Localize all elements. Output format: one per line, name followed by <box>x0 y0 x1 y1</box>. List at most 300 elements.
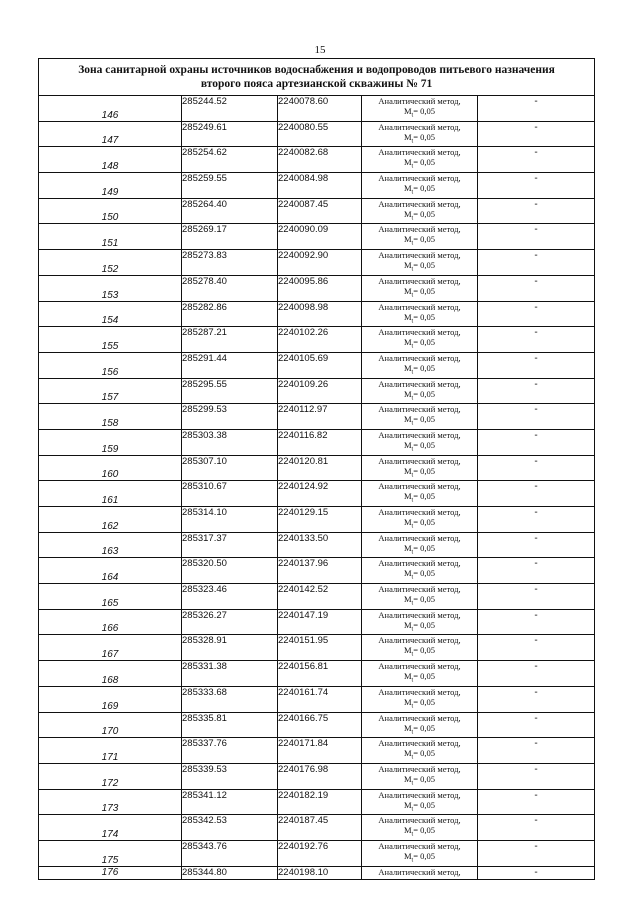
method-cell <box>362 532 478 558</box>
coordinate-y: 2240156.81 <box>278 661 362 687</box>
table-row <box>39 327 595 353</box>
point-number: 155 <box>39 327 182 353</box>
method-cell <box>362 352 478 378</box>
coordinate-x: 285342.53 <box>182 815 278 841</box>
mt-subscript: t <box>411 266 414 273</box>
method-text: Аналитический метод, <box>378 121 461 132</box>
point-number: 152 <box>39 250 182 276</box>
point-number: 175 <box>39 840 182 866</box>
point-number: 173 <box>39 789 182 815</box>
accuracy-formula <box>362 183 477 198</box>
method-text: Аналитический метод, <box>378 558 461 569</box>
mt-value: = 0,05 <box>413 491 436 502</box>
coordinate-y: 2240116.82 <box>278 429 362 455</box>
mt-symbol: M <box>403 260 412 271</box>
table-row <box>39 686 595 712</box>
mt-symbol: M <box>403 183 412 194</box>
mt-symbol: M <box>403 517 412 527</box>
coordinates-table <box>38 58 595 880</box>
coordinate-y: 2240098.98 <box>278 301 362 327</box>
coordinate-y: 2240133.50 <box>278 532 362 558</box>
accuracy-cell: - <box>478 455 595 481</box>
point-number: 157 <box>39 378 182 404</box>
coordinate-x: 285269.17 <box>182 224 278 250</box>
method-text: Аналитический метод, <box>378 455 461 466</box>
accuracy-formula <box>362 543 477 558</box>
table-row <box>39 301 595 327</box>
mt-symbol: M <box>403 311 412 322</box>
accuracy-formula <box>362 851 477 866</box>
coordinate-x: 285254.62 <box>182 147 278 173</box>
method-text: Аналитический метод, <box>378 378 461 389</box>
accuracy-cell: - <box>478 378 595 404</box>
point-number: 167 <box>39 635 182 661</box>
coordinate-x: 285310.67 <box>182 481 278 507</box>
coordinate-x: 285264.40 <box>182 198 278 224</box>
accuracy-cell: - <box>478 609 595 635</box>
method-cell <box>362 507 478 533</box>
mt-value: = 0,05 <box>413 260 436 271</box>
method-text: Аналитический метод, <box>378 686 461 697</box>
coordinate-x: 285303.38 <box>182 429 278 455</box>
method-text: Аналитический метод, <box>378 584 461 595</box>
accuracy-cell: - <box>478 301 595 327</box>
method-text: Аналитический метод, <box>378 275 461 286</box>
page-number: 15 <box>314 44 326 56</box>
method-cell <box>362 429 478 455</box>
coordinate-y: 2240080.55 <box>278 121 362 147</box>
method-cell <box>362 661 478 687</box>
accuracy-formula <box>362 414 477 429</box>
point-number: 165 <box>39 584 182 610</box>
table-row <box>39 507 595 533</box>
coordinate-y: 2240187.45 <box>278 815 362 841</box>
mt-symbol: M <box>403 491 412 502</box>
method-cell <box>362 866 478 879</box>
method-text: Аналитический метод, <box>378 840 461 851</box>
coordinate-x: 285337.76 <box>182 738 278 764</box>
accuracy-cell: - <box>478 198 595 224</box>
method-cell <box>362 584 478 610</box>
method-cell <box>362 121 478 147</box>
accuracy-formula <box>362 800 477 815</box>
point-number: 154 <box>39 301 182 327</box>
mt-value: = 0,05 <box>413 773 436 784</box>
coordinate-x: 285291.44 <box>182 352 278 378</box>
method-cell <box>362 712 478 738</box>
point-number: 166 <box>39 609 182 635</box>
mt-subscript: t <box>411 189 414 196</box>
accuracy-cell: - <box>478 224 595 250</box>
mt-symbol: M <box>403 696 412 707</box>
mt-subscript: t <box>411 677 414 684</box>
mt-symbol: M <box>403 825 412 836</box>
coordinate-y: 2240129.15 <box>278 507 362 533</box>
method-cell <box>362 147 478 173</box>
coordinate-x: 285333.68 <box>182 686 278 712</box>
mt-symbol: M <box>403 594 412 605</box>
accuracy-formula <box>362 466 477 481</box>
point-number: 168 <box>39 661 182 687</box>
accuracy-formula <box>362 825 477 840</box>
accuracy-formula <box>362 491 477 506</box>
mt-subscript: t <box>411 652 414 659</box>
coordinate-y: 2240137.96 <box>278 558 362 584</box>
accuracy-cell: - <box>478 738 595 764</box>
table-row <box>39 532 595 558</box>
mt-symbol: M <box>403 722 412 733</box>
mt-symbol: M <box>403 619 412 630</box>
accuracy-cell: - <box>478 763 595 789</box>
method-text: Аналитический метод, <box>378 532 461 543</box>
table-row <box>39 584 595 610</box>
coordinate-x: 285307.10 <box>182 455 278 481</box>
accuracy-formula <box>362 517 477 532</box>
accuracy-formula <box>362 312 477 327</box>
mt-value: = 0,05 <box>413 517 436 527</box>
mt-subscript: t <box>411 164 414 171</box>
method-cell <box>362 558 478 584</box>
mt-value: = 0,05 <box>413 157 436 168</box>
coordinate-y: 2240092.90 <box>278 250 362 276</box>
coordinate-x: 285341.12 <box>182 789 278 815</box>
method-text: Аналитический метод, <box>378 481 461 492</box>
point-number: 172 <box>39 763 182 789</box>
accuracy-formula <box>362 748 477 763</box>
coordinate-y: 2240124.92 <box>278 481 362 507</box>
mt-subscript: t <box>411 806 414 813</box>
mt-subscript: t <box>411 626 414 633</box>
coordinate-x: 285331.38 <box>182 661 278 687</box>
method-text: Аналитический метод, <box>378 301 461 312</box>
mt-value: = 0,05 <box>413 722 436 733</box>
table-title-line-2: второго пояса артезианской скважины № 71 <box>200 78 433 90</box>
table-row <box>39 789 595 815</box>
mt-value: = 0,05 <box>413 696 436 707</box>
mt-subscript: t <box>411 703 414 710</box>
coordinate-y: 2240192.76 <box>278 840 362 866</box>
mt-value: = 0,05 <box>413 542 436 553</box>
method-text: Аналитический метод, <box>378 815 461 826</box>
mt-subscript: t <box>411 523 414 530</box>
coordinate-x: 285314.10 <box>182 507 278 533</box>
table-row <box>39 198 595 224</box>
table-title <box>39 59 595 96</box>
mt-symbol: M <box>403 234 412 245</box>
coordinate-x: 285244.52 <box>182 96 278 122</box>
mt-subscript: t <box>411 112 414 119</box>
mt-subscript: t <box>411 754 414 761</box>
mt-value: = 0,05 <box>413 568 436 579</box>
coordinate-y: 2240151.95 <box>278 635 362 661</box>
accuracy-formula <box>362 774 477 789</box>
coordinate-x: 285326.27 <box>182 609 278 635</box>
accuracy-cell: - <box>478 429 595 455</box>
coordinate-x: 285278.40 <box>182 275 278 301</box>
table-row <box>39 558 595 584</box>
method-cell <box>362 224 478 250</box>
accuracy-cell: - <box>478 404 595 430</box>
method-cell <box>362 609 478 635</box>
mt-value: = 0,05 <box>413 311 436 322</box>
point-number: 148 <box>39 147 182 173</box>
mt-value: = 0,05 <box>413 106 436 116</box>
accuracy-formula <box>362 440 477 455</box>
accuracy-formula <box>362 260 477 275</box>
mt-value: = 0,05 <box>413 465 436 476</box>
table-row <box>39 404 595 430</box>
coordinate-x: 285287.21 <box>182 327 278 353</box>
mt-value: = 0,05 <box>413 850 436 861</box>
point-number: 151 <box>39 224 182 250</box>
coordinate-y: 2240176.98 <box>278 763 362 789</box>
coordinate-y: 2240105.69 <box>278 352 362 378</box>
mt-value: = 0,05 <box>413 439 436 450</box>
coordinate-x: 285339.53 <box>182 763 278 789</box>
coordinate-x: 285295.55 <box>182 378 278 404</box>
table-row <box>39 147 595 173</box>
mt-value: = 0,05 <box>413 748 436 759</box>
table-row <box>39 224 595 250</box>
mt-subscript: t <box>411 292 414 299</box>
point-number: 149 <box>39 173 182 199</box>
method-text: Аналитический метод, <box>378 327 461 338</box>
coordinate-y: 2240120.81 <box>278 455 362 481</box>
table-row <box>39 866 595 879</box>
mt-symbol: M <box>403 850 412 861</box>
method-cell <box>362 198 478 224</box>
table-title-line-1: Зона санитарной охраны источников водоснабжения и водопроводов питьевого назначения <box>78 64 555 76</box>
mt-symbol: M <box>403 671 412 682</box>
accuracy-cell: - <box>478 840 595 866</box>
method-cell <box>362 815 478 841</box>
mt-subscript: t <box>411 831 414 838</box>
point-number: 170 <box>39 712 182 738</box>
method-cell <box>362 840 478 866</box>
mt-symbol: M <box>403 645 412 656</box>
title-row <box>39 59 595 96</box>
method-text: Аналитический метод, <box>378 507 461 517</box>
accuracy-cell: - <box>478 147 595 173</box>
mt-symbol: M <box>403 362 412 373</box>
mt-value: = 0,05 <box>413 414 436 425</box>
accuracy-formula <box>362 286 477 301</box>
accuracy-formula <box>362 671 477 686</box>
accuracy-cell: - <box>478 661 595 687</box>
table-row <box>39 455 595 481</box>
method-cell <box>362 481 478 507</box>
accuracy-cell: - <box>478 507 595 533</box>
point-number: 164 <box>39 558 182 584</box>
method-cell <box>362 250 478 276</box>
mt-subscript: t <box>411 729 414 736</box>
accuracy-formula <box>362 337 477 352</box>
method-cell <box>362 327 478 353</box>
mt-value: = 0,05 <box>413 208 436 219</box>
coordinate-y: 2240082.68 <box>278 147 362 173</box>
coordinate-y: 2240142.52 <box>278 584 362 610</box>
table-row <box>39 121 595 147</box>
accuracy-formula <box>362 620 477 635</box>
point-number: 150 <box>39 198 182 224</box>
method-cell <box>362 378 478 404</box>
method-text: Аналитический метод, <box>378 789 461 800</box>
mt-value: = 0,05 <box>413 183 436 194</box>
coordinate-y: 2240087.45 <box>278 198 362 224</box>
coordinate-x: 285259.55 <box>182 173 278 199</box>
mt-symbol: M <box>403 106 412 116</box>
accuracy-formula <box>362 389 477 404</box>
table-row <box>39 609 595 635</box>
accuracy-cell: - <box>478 815 595 841</box>
table-row <box>39 712 595 738</box>
point-number: 158 <box>39 404 182 430</box>
mt-subscript: t <box>411 318 414 325</box>
method-text: Аналитический метод, <box>378 429 461 440</box>
accuracy-formula <box>362 157 477 172</box>
coordinate-x: 285335.81 <box>182 712 278 738</box>
mt-subscript: t <box>411 472 414 479</box>
method-text: Аналитический метод, <box>378 712 461 723</box>
coordinate-x: 285273.83 <box>182 250 278 276</box>
table-row <box>39 840 595 866</box>
point-number: 161 <box>39 481 182 507</box>
mt-symbol: M <box>403 439 412 450</box>
accuracy-cell: - <box>478 96 595 122</box>
coordinate-y: 2240171.84 <box>278 738 362 764</box>
mt-subscript: t <box>411 343 414 350</box>
method-text: Аналитический метод, <box>378 250 461 261</box>
accuracy-formula <box>362 132 477 147</box>
method-text: Аналитический метод, <box>378 635 461 646</box>
method-cell <box>362 763 478 789</box>
point-number: 176 <box>39 866 182 879</box>
accuracy-cell: - <box>478 584 595 610</box>
method-cell <box>362 738 478 764</box>
method-text: Аналитический метод, <box>378 198 461 209</box>
accuracy-cell: - <box>478 532 595 558</box>
mt-symbol: M <box>403 157 412 168</box>
accuracy-cell: - <box>478 352 595 378</box>
table-row <box>39 96 595 122</box>
coordinate-x: 285299.53 <box>182 404 278 430</box>
mt-value: = 0,05 <box>413 234 436 245</box>
mt-symbol: M <box>403 465 412 476</box>
mt-subscript: t <box>411 420 414 427</box>
accuracy-cell: - <box>478 121 595 147</box>
accuracy-cell: - <box>478 866 595 879</box>
method-text: Аналитический метод, <box>378 763 461 774</box>
mt-value: = 0,05 <box>413 671 436 682</box>
accuracy-formula <box>362 723 477 738</box>
mt-symbol: M <box>403 542 412 553</box>
coordinate-y: 2240161.74 <box>278 686 362 712</box>
table-row <box>39 429 595 455</box>
accuracy-cell: - <box>478 789 595 815</box>
accuracy-cell: - <box>478 173 595 199</box>
coordinate-y: 2240095.86 <box>278 275 362 301</box>
mt-value: = 0,05 <box>413 337 436 348</box>
mt-subscript: t <box>411 600 414 607</box>
mt-symbol: M <box>403 208 412 219</box>
method-text: Аналитический метод, <box>378 866 461 877</box>
coordinate-x: 285343.76 <box>182 840 278 866</box>
mt-symbol: M <box>403 285 412 296</box>
point-number: 171 <box>39 738 182 764</box>
coordinate-y: 2240147.19 <box>278 609 362 635</box>
method-text: Аналитический метод, <box>378 609 461 620</box>
method-cell <box>362 635 478 661</box>
accuracy-formula <box>362 594 477 609</box>
mt-subscript: t <box>411 575 414 582</box>
mt-subscript: t <box>411 369 414 376</box>
mt-subscript: t <box>411 549 414 556</box>
coordinate-y: 2240078.60 <box>278 96 362 122</box>
mt-subscript: t <box>411 780 414 787</box>
method-text: Аналитический метод, <box>378 352 461 363</box>
point-number: 146 <box>39 96 182 122</box>
point-number: 163 <box>39 532 182 558</box>
mt-value: = 0,05 <box>413 285 436 296</box>
mt-subscript: t <box>411 241 414 248</box>
table-row <box>39 635 595 661</box>
mt-value: = 0,05 <box>413 645 436 656</box>
mt-value: = 0,05 <box>413 388 436 399</box>
method-cell <box>362 789 478 815</box>
accuracy-cell: - <box>478 712 595 738</box>
coordinate-x: 285320.50 <box>182 558 278 584</box>
mt-subscript: t <box>411 446 414 453</box>
mt-symbol: M <box>403 388 412 399</box>
point-number: 174 <box>39 815 182 841</box>
mt-value: = 0,05 <box>413 799 436 810</box>
accuracy-cell: - <box>478 327 595 353</box>
method-text: Аналитический метод, <box>378 96 461 106</box>
table-row <box>39 481 595 507</box>
point-number: 159 <box>39 429 182 455</box>
point-number: 147 <box>39 121 182 147</box>
accuracy-formula <box>362 106 477 121</box>
mt-subscript: t <box>411 498 414 504</box>
coordinate-y: 2240102.26 <box>278 327 362 353</box>
coordinate-x: 285344.80 <box>182 866 278 879</box>
coordinate-y: 2240109.26 <box>278 378 362 404</box>
accuracy-cell: - <box>478 686 595 712</box>
method-text: Аналитический метод, <box>378 661 461 672</box>
mt-value: = 0,05 <box>413 362 436 373</box>
coordinate-x: 285323.46 <box>182 584 278 610</box>
method-cell <box>362 275 478 301</box>
method-text: Аналитический метод, <box>378 404 461 415</box>
mt-symbol: M <box>403 748 412 759</box>
method-cell <box>362 96 478 122</box>
accuracy-cell: - <box>478 635 595 661</box>
coordinate-x: 285317.37 <box>182 532 278 558</box>
table-row <box>39 250 595 276</box>
mt-subscript: t <box>411 395 414 402</box>
table-row <box>39 173 595 199</box>
coordinate-x: 285282.86 <box>182 301 278 327</box>
accuracy-formula <box>362 209 477 224</box>
mt-symbol: M <box>403 773 412 784</box>
method-text: Аналитический метод, <box>378 147 461 158</box>
method-cell <box>362 686 478 712</box>
mt-subscript: t <box>411 857 414 864</box>
accuracy-formula <box>362 697 477 712</box>
table-row <box>39 275 595 301</box>
mt-symbol: M <box>403 131 412 142</box>
coordinate-x: 285328.91 <box>182 635 278 661</box>
